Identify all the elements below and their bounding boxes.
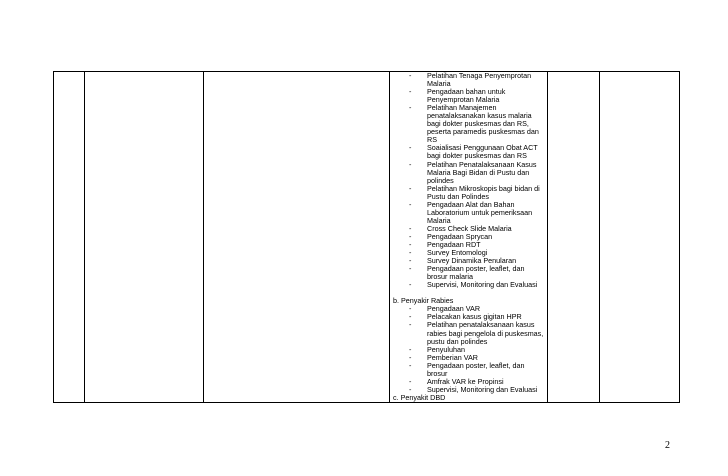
list-item-line [389, 209, 547, 217]
list-item-line [389, 281, 547, 289]
section-heading-text: c. Penyakit DBD [393, 392, 446, 402]
bullet-dash: - [409, 103, 412, 113]
list-item-text: Pengadaan poster, leaflet, dan [427, 360, 525, 370]
list-item-text: Malaria Bagi Bidan di Pustu dan [427, 167, 530, 177]
list-item-text: peserta paramedis puskesmas dan [427, 127, 539, 137]
table-border-left [53, 72, 54, 402]
bullet-dash: - [409, 376, 412, 386]
bullet-dash: - [409, 71, 412, 80]
list-item-text: Pelatihan Mikroskopis bagi bidan di [427, 183, 540, 193]
list-item-text: Pengadaan Alat dan Bahan [427, 199, 515, 209]
bullet-dash: - [409, 87, 412, 97]
list-item-text: pustu dan polindes [427, 336, 488, 346]
bullet-dash: - [409, 256, 412, 266]
list-item-text: Survey Entomologi [427, 248, 488, 258]
list-item-text: Supervisi, Monitoring dan Evaluasi [427, 280, 538, 290]
list-item-text: Supervisi, Monitoring dan Evaluasi [427, 384, 538, 394]
page-number: 2 [665, 440, 670, 451]
bullet-dash: - [409, 143, 412, 153]
activity-table [53, 71, 680, 403]
section-heading-text: b. Penyakir Rabies [393, 296, 454, 306]
bullet-dash: - [409, 239, 412, 249]
list-item-text: Pelatihan Tenaga Penyemprotan [427, 71, 532, 80]
column-divider [203, 72, 204, 402]
bullet-dash: - [409, 344, 412, 354]
list-item-line [389, 72, 547, 80]
bullet-dash: - [409, 248, 412, 258]
list-item-text: Malaria [427, 79, 451, 89]
section-heading [389, 394, 547, 402]
list-item-text: penatalaksanakan kasus malaria [427, 111, 532, 121]
list-item-text: Pengadaan poster, leaflet, dan [427, 264, 525, 274]
list-item-text: rabies bagi pengelola di puskesmas, [427, 328, 544, 338]
activity-list-cell [389, 72, 547, 402]
list-item-text: Pelacakan kasus gigitan HPR [427, 312, 522, 322]
list-item-text: Pustu dan Polindes [427, 191, 489, 201]
bullet-dash: - [409, 304, 412, 314]
list-item-text: Pelatihan penatalaksanaan kasus [427, 320, 535, 330]
column-divider [547, 72, 548, 402]
column-divider [599, 72, 600, 402]
list-item-text: Pengadaan RDT [427, 239, 481, 249]
bullet-dash: - [409, 183, 412, 193]
bullet-dash: - [409, 352, 412, 362]
list-item-text: Laboratorium untuk pemeriksaan [427, 207, 533, 217]
bullet-dash: - [409, 231, 412, 241]
list-item-line [389, 128, 547, 136]
list-item-text: Penyemprotan Malaria [427, 95, 500, 105]
list-item-text: bagi dokter puskesmas dan RS [427, 151, 527, 161]
list-item-text: Pemberian VAR [427, 352, 478, 362]
list-item-text: Pengadaan VAR [427, 304, 481, 314]
list-item-text: polindes [427, 175, 454, 185]
list-item-text: Amfrak VAR ke Propinsi [427, 376, 504, 386]
list-item-text: bagi dokter puskesmas dan RS, [427, 119, 529, 129]
column-divider [84, 72, 85, 402]
list-item-line [389, 169, 547, 177]
list-item-text: brosur [427, 368, 448, 378]
bullet-dash: - [409, 159, 412, 169]
list-item-text: Pelatihan Penatalaksanaan Kasus [427, 159, 537, 169]
list-item-text: Pengadaan bahan untuk [427, 87, 506, 97]
bullet-dash: - [409, 223, 412, 233]
bullet-dash: - [409, 312, 412, 322]
list-item-text: Soaialisasi Penggunaan Obat ACT [427, 143, 538, 153]
list-item-text: RS [427, 135, 437, 145]
list-item-text: brosur malaria [427, 272, 473, 282]
list-item-text: Malaria [427, 215, 451, 225]
list-item-line [389, 338, 547, 346]
list-item-text: Pengadaan Sprycan [427, 231, 493, 241]
bullet-dash: - [409, 264, 412, 274]
bullet-dash: - [409, 384, 412, 394]
table-border-right [679, 72, 680, 402]
list-item-text: Penyuluhan [427, 344, 465, 354]
list-item-text: Cross Check Slide Malaria [427, 223, 512, 233]
list-item-text: Survey Dinamika Penularan [427, 256, 517, 266]
bullet-dash: - [409, 360, 412, 370]
list-item-line [389, 362, 547, 370]
bullet-dash: - [409, 280, 412, 290]
bullet-dash: - [409, 199, 412, 209]
bullet-dash: - [409, 320, 412, 330]
list-item-text: Pelatihan Manajemen [427, 103, 497, 113]
